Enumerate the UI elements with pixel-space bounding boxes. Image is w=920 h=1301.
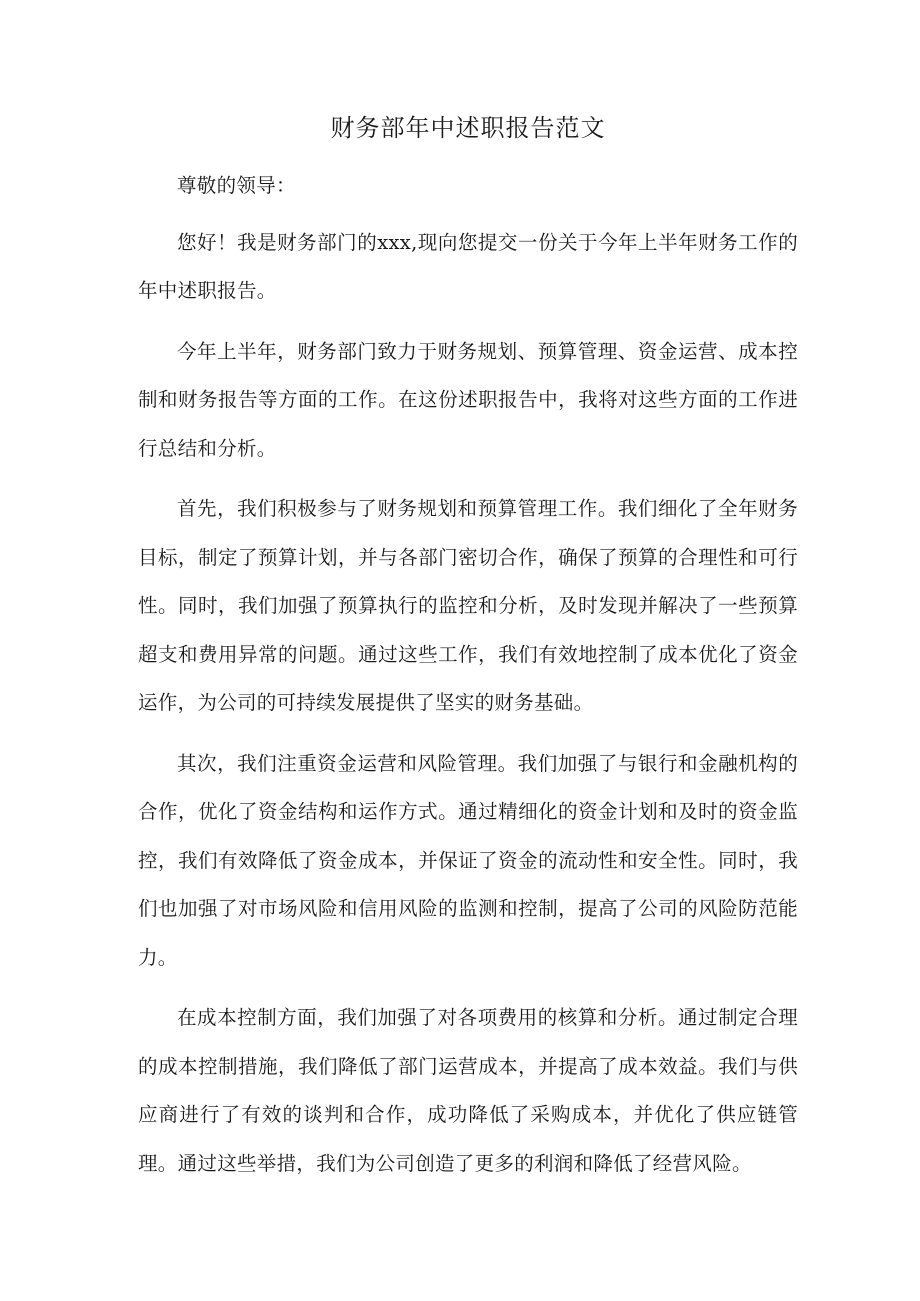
paragraph-cost-control: 在成本控制方面，我们加强了对各项费用的核算和分析。通过制定合理的成本控制措施，我们降低了部门运营成本，并提高了成本效益。我们与供应商进行了有效的谈判和合作，成功降低了采购成本，并优化了供应链管理。通过这些举措，我们为公司创造了更多的利润和降低了经营风险。 (138, 1006, 798, 1175)
paragraph-greeting: 您好！我是财务部门的xxx,现向您提交一份关于今年上半年财务工作的年中述职报告。 (138, 230, 798, 302)
document-title: 财务部年中述职报告范文 (330, 114, 606, 142)
paragraph-overview: 今年上半年，财务部门致力于财务规划、预算管理、资金运营、成本控制和财务报告等方面的工作。在这份述职报告中，我将对这些方面的工作进行总结和分析。 (138, 339, 798, 460)
paragraph-budget: 首先，我们积极参与了财务规划和预算管理工作。我们细化了全年财务目标，制定了预算计划，并与各部门密切合作，确保了预算的合理性和可行性。同时，我们加强了预算执行的监控和分析，及时发现并解决了一些预算超支和费用异常的问题。通过这些工作，我们有效地控制了成本优化了资金运作，为公司的可持续发展提供了坚实的财务基础。 (138, 497, 798, 714)
paragraph-funds-risk: 其次，我们注重资金运营和风险管理。我们加强了与银行和金融机构的合作，优化了资金结构和运作方式。通过精细化的资金计划和及时的资金监控，我们有效降低了资金成本，并保证了资金的流动性和安全性。同时，我们也加强了对市场风险和信用风险的监测和控制，提高了公司的风险防范能力。 (138, 751, 798, 969)
document-page (138, 108, 798, 1200)
salutation: 尊敬的领导： (177, 174, 296, 197)
